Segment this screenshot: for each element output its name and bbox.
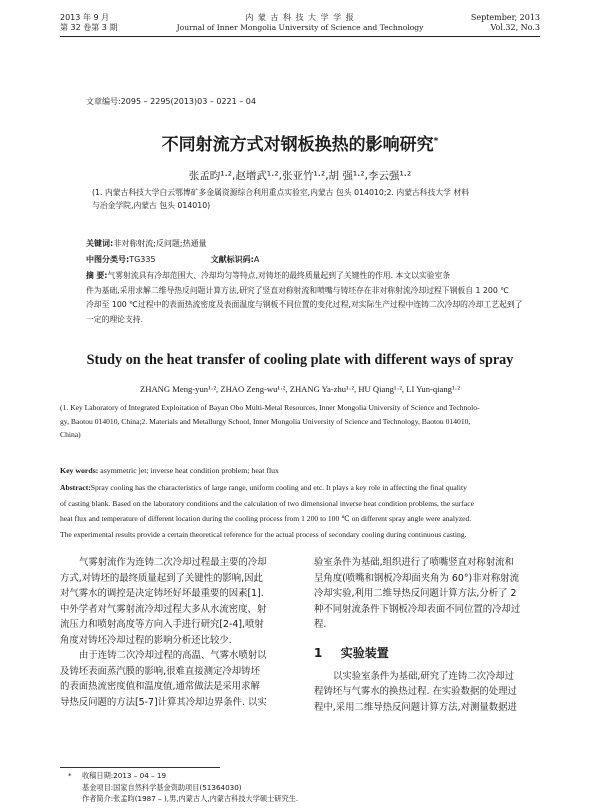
abstract-cn-line2: 件为基础,采用求解二维导热反问题计算方法,研究了竖直对称射流和喷嘴与铸坯存在非对称射流冷却过程下钢板自 1 200 ℃ xyxy=(86,285,510,295)
title-cn-block xyxy=(60,130,540,155)
doc-code-value: A xyxy=(253,255,260,264)
abstract-en-line1: Spray cooling has the characteristics of large range, uniform cooling and etc. It plays a key role in affecting the final quality xyxy=(90,483,467,492)
section-heading xyxy=(314,645,550,661)
title-en: Study on the heat transfer of cooling plate with different ways of spray xyxy=(86,352,514,368)
header-rule xyxy=(60,36,540,37)
abstract-cn-line1: 气雾射流具有冷却范围大、冷却均匀等特点,对铸坯的最终质量起到了关键性的作用. 本文以实验室条 xyxy=(107,271,451,280)
body-right-column xyxy=(314,555,550,715)
right-p2-l1: 以实验室条件为基础,研究了连铸二次冷却过 xyxy=(333,670,515,682)
left-p1-l3: 对气雾水的调控是决定铸坯好坏最重要的因素[1]. xyxy=(60,588,264,599)
affiliation-en-line1: (1. Key Laboratory of Integrated Exploitation of Bayan Obo Multi-Metal Resources, Inner Mongolia University of Science and Technolo- xyxy=(60,403,480,412)
abstract-en-line2: of casting blank. Based on the laboratory conditions and the calculation of two dimensional inverse heat condition problems, the surface xyxy=(60,498,474,508)
left-p1-l6: 角度对铸坯冷却过程的影响分析还比较少. xyxy=(60,634,232,646)
affiliation-en xyxy=(60,401,550,442)
affiliation-cn-line1: (1. 内蒙古科技大学白云鄂博矿多金属资源综合利用重点实验室,内蒙古 包头 014010;2. 内蒙古科技大学 材料 xyxy=(92,188,470,197)
left-p2-l4: 导热反问题的方法[5-7]计算其冷却边界条件. 以实 xyxy=(60,696,267,708)
footnote-received: 收稿日期:2013 – 04 – 19 xyxy=(82,771,167,780)
left-p2-l1: 由于连铸二次冷却过程的高温、气雾水喷射以 xyxy=(79,650,267,661)
right-p2-l3: 程中,采用二维导热反问题计算方法,对测量数据进 xyxy=(314,701,517,713)
left-p1-l4: 中外学者对气雾射流冷却过程大多从水流密度、射 xyxy=(60,603,267,615)
keywords-en-label: Key words: xyxy=(60,466,99,475)
right-p1-l1: 验室条件为基础,组织进行了喷嘴竖直对称射流和 xyxy=(314,557,514,568)
keywords-cn-value: 非对称射流;反问题;热通量 xyxy=(113,239,207,248)
right-p1-l5: 程. xyxy=(314,619,327,630)
footnotes xyxy=(68,770,298,805)
classification-line xyxy=(86,254,259,265)
abstract-en-line4: The experimental results provide a certain theoretical reference for the actual process of secondary cooling during continuous casting. xyxy=(60,529,467,539)
abstract-cn-line3: 冷却至 100 ℃过程中的表面热流密度及表面温度与钢板不同位置的变化过程,对实际生产过程中连铸二次冷却的冷却工艺起到了 xyxy=(86,300,523,309)
left-para-1 xyxy=(60,555,296,648)
journal-name-en: Journal of Inner Mongolia University of Science and Technology xyxy=(176,23,424,32)
footnote-rule xyxy=(60,767,220,768)
authors-en: ZHANG Meng-yun¹·², ZHAO Zeng-wu¹·², ZHANG Ya-zhu¹·², HU Qiang¹·², LI Yun-qiang¹·² xyxy=(140,384,460,394)
section-number: 1 xyxy=(314,645,323,660)
abstract-en-label: Abstract: xyxy=(60,483,91,492)
left-p2-l2: 及铸坯表面蒸汽膜的影响,很难直接测定冷却铸坯 xyxy=(60,665,260,677)
abstract-cn xyxy=(86,269,526,327)
right-para-1 xyxy=(314,555,550,633)
abstract-en-line3: heat flux and temperature of different location during the cooling process from 1 200 to 100 ℃ on different spray angle were analyzed. xyxy=(60,514,472,523)
right-para-2 xyxy=(314,669,550,716)
left-p1-l5: 流压力和喷射高度等方向入手进行研究[2-4],喷射 xyxy=(60,619,264,630)
footnote-author: 作者简介:张孟昀(1987 – ),男,内蒙古人,内蒙古科技大学硕士研究生. xyxy=(82,794,299,803)
header-left xyxy=(60,13,117,33)
title-footnote-mark: * xyxy=(433,136,439,147)
left-p1-l2: 方式,对铸坯的最终质量起到了关键性的影响,因此 xyxy=(60,572,263,584)
section-title: 实验装置 xyxy=(340,645,389,660)
right-p1-l4: 种不同射流条件下钢板冷却表面不同位置的冷却过 xyxy=(314,603,521,615)
header-right xyxy=(471,13,540,33)
doc-code-label: 文献标识码: xyxy=(210,255,254,264)
abstract-en xyxy=(60,480,550,542)
footnote-mark: * xyxy=(68,771,72,780)
header-date: 2013 年 9 月 xyxy=(60,13,110,22)
keywords-cn xyxy=(86,238,207,249)
left-para-2 xyxy=(60,648,296,710)
authors-cn: 张孟昀¹·²,赵增武¹·²,张亚竹¹·²,胡 强¹·²,李云强¹·² xyxy=(188,170,412,182)
clc-label: 中图分类号: xyxy=(86,255,130,264)
affiliation-en-line2: gy, Baotou 014010, China;2. Materials and Metallurgy School, Inner Mongolia University of Science and Technology, Baotou 014010, xyxy=(60,416,471,426)
right-p1-l3: 冷却实验,利用二维导热反问题计算方法,分析了 2 xyxy=(314,588,517,599)
keywords-en xyxy=(60,466,279,475)
body-left-column xyxy=(60,555,296,710)
article-id: 文章编号:2095 – 2295(2013)03 – 0221 – 04 xyxy=(86,97,256,106)
header-center xyxy=(150,13,450,33)
left-p1-l1: 气雾射流作为连铸二次冷却过程最主要的冷却 xyxy=(79,557,267,568)
journal-name-cn: 内 蒙 古 科 技 大 学 学 报 xyxy=(245,13,355,22)
abstract-cn-label: 摘 要: xyxy=(86,271,108,280)
left-p2-l3: 的表面热流密度值和温度值,通常做法是采用求解 xyxy=(60,681,260,692)
right-p1-l2: 呈角度(喷嘴和钢板冷却面夹角为 60°)非对称射流 xyxy=(314,572,520,584)
header-month-en: September, 2013 xyxy=(470,13,540,22)
header-volume: 第 32 卷第 3 期 xyxy=(60,23,118,32)
footnote-fund: 基金项目:国家自然科学基金资助项目(51364030) xyxy=(82,782,242,792)
title-cn: 不同射流方式对钢板换热的影响研究 xyxy=(161,135,434,155)
affiliation-cn-line2: 与冶金学院,内蒙古 包头 014010) xyxy=(92,201,211,210)
abstract-cn-line4: 一定的理论支持. xyxy=(86,314,144,324)
header-vol-en: Vol.32, No.3 xyxy=(490,23,540,32)
affiliation-en-line3: China) xyxy=(60,430,81,439)
right-p2-l2: 程铸坯与气雾水的换热过程. 在实验数据的处理过 xyxy=(314,686,517,697)
keywords-cn-label: 关键词: xyxy=(86,239,114,248)
clc-value: TG335 xyxy=(129,255,156,264)
affiliation-cn xyxy=(92,186,532,212)
keywords-en-value: asymmetric jet; inverse heat condition problem; heat flux xyxy=(100,466,279,475)
